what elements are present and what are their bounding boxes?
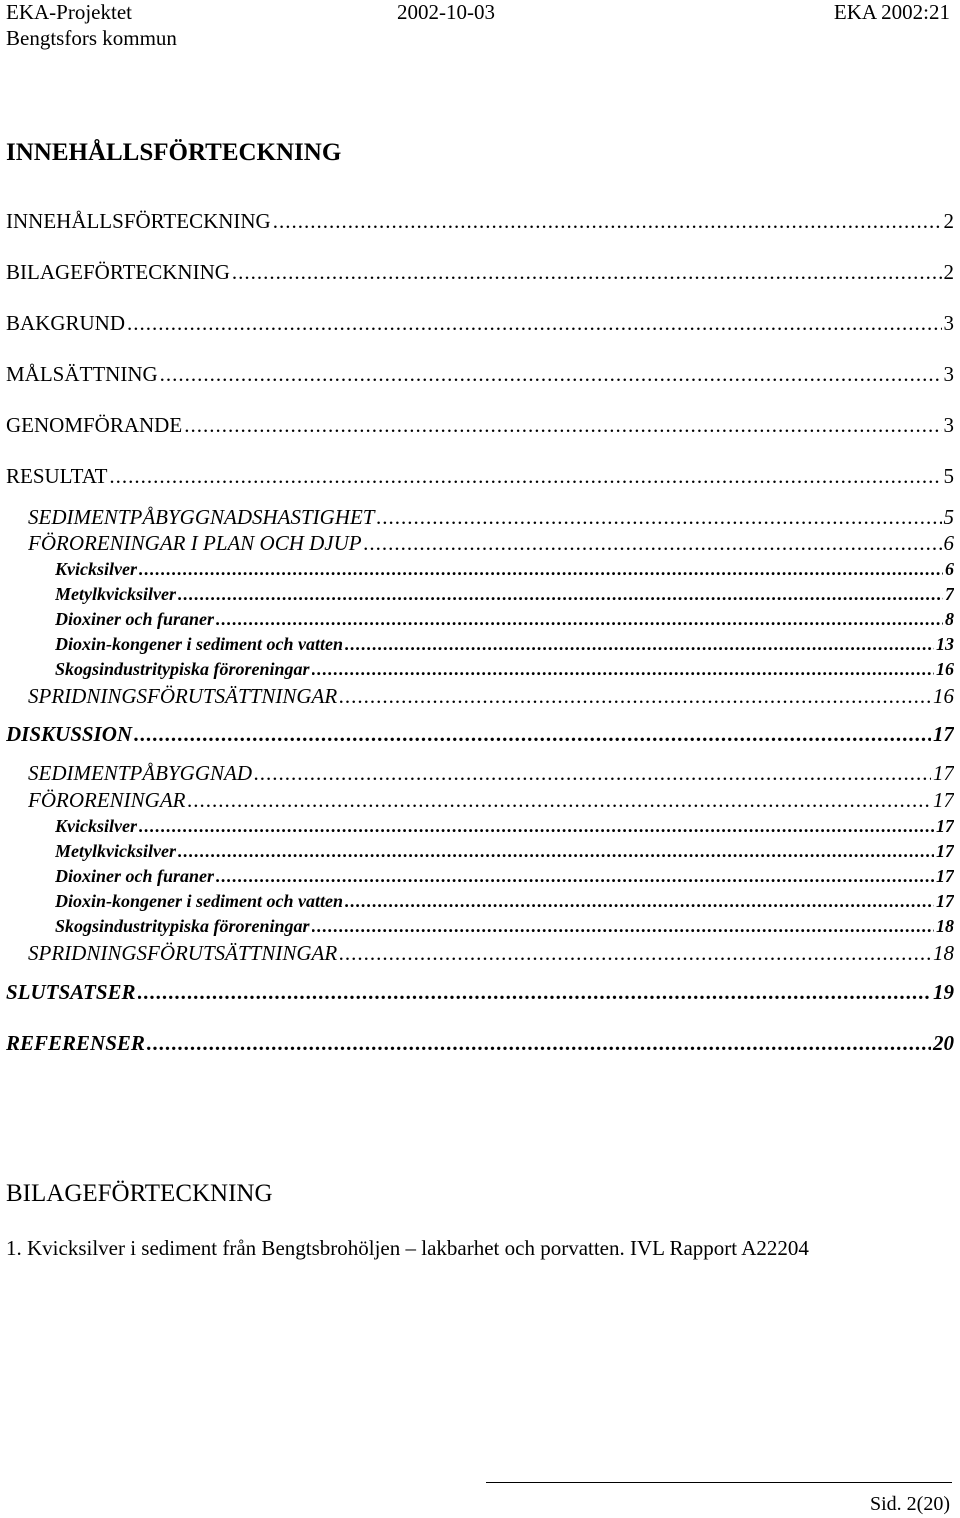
toc-entry-label: GENOMFÖRANDE [6,413,183,437]
toc-entry-label: Kvicksilver [55,816,137,836]
toc-entry-label: FÖRORENINGAR [28,788,186,812]
header-date: 2002-10-03 [397,0,495,24]
toc-leader [138,980,931,1004]
toc-entry-page: 17 [933,722,954,746]
toc-leader [312,658,934,680]
toc-entry[interactable] [6,464,954,488]
toc-leader [377,505,942,529]
toc-entry[interactable] [55,633,954,655]
toc-entry[interactable] [6,413,954,437]
toc-entry[interactable] [6,1031,954,1055]
toc-entry-page: 17 [936,816,954,836]
toc-leader [273,209,942,233]
toc-entry[interactable] [28,941,954,965]
toc-entry-label: DISKUSSION [6,722,133,746]
toc-entry-label: Skogsindustritypiska föroreningar [55,659,310,679]
toc-entry-page: 19 [933,980,954,1004]
toc-entry-label: Skogsindustritypiska föroreningar [55,916,310,936]
toc-entry-page: 5 [943,464,954,488]
appendix-title: BILAGEFÖRTECKNING [6,1180,273,1207]
toc-entry-label: REFERENSER [6,1031,145,1055]
toc-entry-label: Metylkvicksilver [55,584,176,604]
toc-entry-page: 17 [933,788,954,812]
toc-entry[interactable] [55,815,954,837]
toc-entry-label: BAKGRUND [6,311,126,335]
footer-divider [486,1482,952,1483]
toc-leader [254,761,931,785]
toc-entry[interactable] [55,558,954,580]
toc-entry[interactable] [28,684,954,708]
toc-title: INNEHÅLLSFÖRTECKNING [6,139,342,166]
appendix-item: 1. Kvicksilver i sediment från Bengtsbrohöljen – lakbarhet och porvatten. IVL Rapport A22204 [6,1236,809,1260]
header-report-id: EKA 2002:21 [833,0,950,24]
toc-leader [178,840,934,862]
toc-entry[interactable] [28,761,954,785]
toc-entry[interactable] [6,980,954,1004]
toc-leader [139,558,943,580]
toc-entry[interactable] [28,788,954,812]
toc-entry-page: 5 [943,505,954,529]
toc-entry-page: 18 [936,916,954,936]
toc-leader [312,915,934,937]
toc-entry-label: Dioxin-kongener i sediment och vatten [55,634,343,654]
toc-entry-label: Dioxiner och furaner [55,866,215,886]
toc-entry[interactable] [55,865,954,887]
toc-leader [147,1031,931,1055]
toc-entry-page: 2 [943,260,954,284]
toc-entry-page: 16 [936,659,954,679]
toc-entry-page: 17 [936,891,954,911]
toc-entry-label: Dioxiner och furaner [55,609,215,629]
toc-entry[interactable] [55,840,954,862]
toc-leader [339,684,931,708]
toc-entry[interactable] [6,362,954,386]
toc-leader [187,788,931,812]
toc-entry-label: MÅLSÄTTNING [6,362,158,386]
toc-leader [364,531,942,555]
toc-entry[interactable] [6,311,954,335]
toc-entry[interactable] [6,260,954,284]
toc-entry[interactable] [55,890,954,912]
toc-entry-label: INNEHÅLLSFÖRTECKNING [6,209,271,233]
toc-entry-page: 17 [936,841,954,861]
toc-entry-page: 17 [933,761,954,785]
toc-entry-label: RESULTAT [6,464,108,488]
toc-entry[interactable] [28,505,954,529]
toc-entry-label: SPRIDNINGSFÖRUTSÄTTNINGAR [28,941,338,965]
toc-leader [232,260,942,284]
toc-entry-page: 7 [945,584,954,604]
toc-entry-page: 17 [936,866,954,886]
toc-entry-label: FÖRORENINGAR I PLAN OCH DJUP [28,531,362,555]
toc-entry-label: SLUTSATSER [6,980,136,1004]
toc-leader [216,865,934,887]
toc-entry[interactable] [6,722,954,746]
toc-entry-page: 3 [943,311,954,335]
toc-entry-label: SEDIMENTPÅBYGGNAD [28,761,252,785]
toc-leader [139,815,934,837]
toc-entry-label: Dioxin-kongener i sediment och vatten [55,891,343,911]
toc-entry-label: Kvicksilver [55,559,137,579]
toc-leader [184,413,941,437]
toc-entry-page: 3 [943,413,954,437]
toc-entry-page: 6 [945,559,954,579]
toc-leader [345,890,934,912]
toc-entry-page: 6 [943,531,954,555]
page-number: Sid. 2(20) [870,1493,950,1515]
toc-entry-label: BILAGEFÖRTECKNING [6,260,230,284]
toc-entry[interactable] [28,531,954,555]
toc-entry-page: 20 [933,1031,954,1055]
toc-entry[interactable] [55,608,954,630]
toc-entry-page: 18 [933,941,954,965]
toc-entry-page: 2 [943,209,954,233]
toc-entry-page: 8 [945,609,954,629]
toc-leader [345,633,934,655]
header-project: EKA-Projektet [6,0,132,24]
toc-entry-page: 3 [943,362,954,386]
toc-leader [160,362,942,386]
toc-leader [109,464,941,488]
toc-entry-page: 13 [936,634,954,654]
toc-leader [134,722,931,746]
toc-leader [339,941,931,965]
toc-entry[interactable] [6,209,954,233]
toc-leader [127,311,941,335]
toc-entry-label: SEDIMENTPÅBYGGNADSHASTIGHET [28,505,375,529]
toc-entry[interactable] [55,658,954,680]
toc-entry[interactable] [55,915,954,937]
toc-leader [178,583,943,605]
header-municipality: Bengtsfors kommun [6,26,177,50]
toc-leader [216,608,943,630]
toc-entry[interactable] [55,583,954,605]
toc-entry-label: Metylkvicksilver [55,841,176,861]
toc-entry-label: SPRIDNINGSFÖRUTSÄTTNINGAR [28,684,338,708]
toc-entry-page: 16 [933,684,954,708]
